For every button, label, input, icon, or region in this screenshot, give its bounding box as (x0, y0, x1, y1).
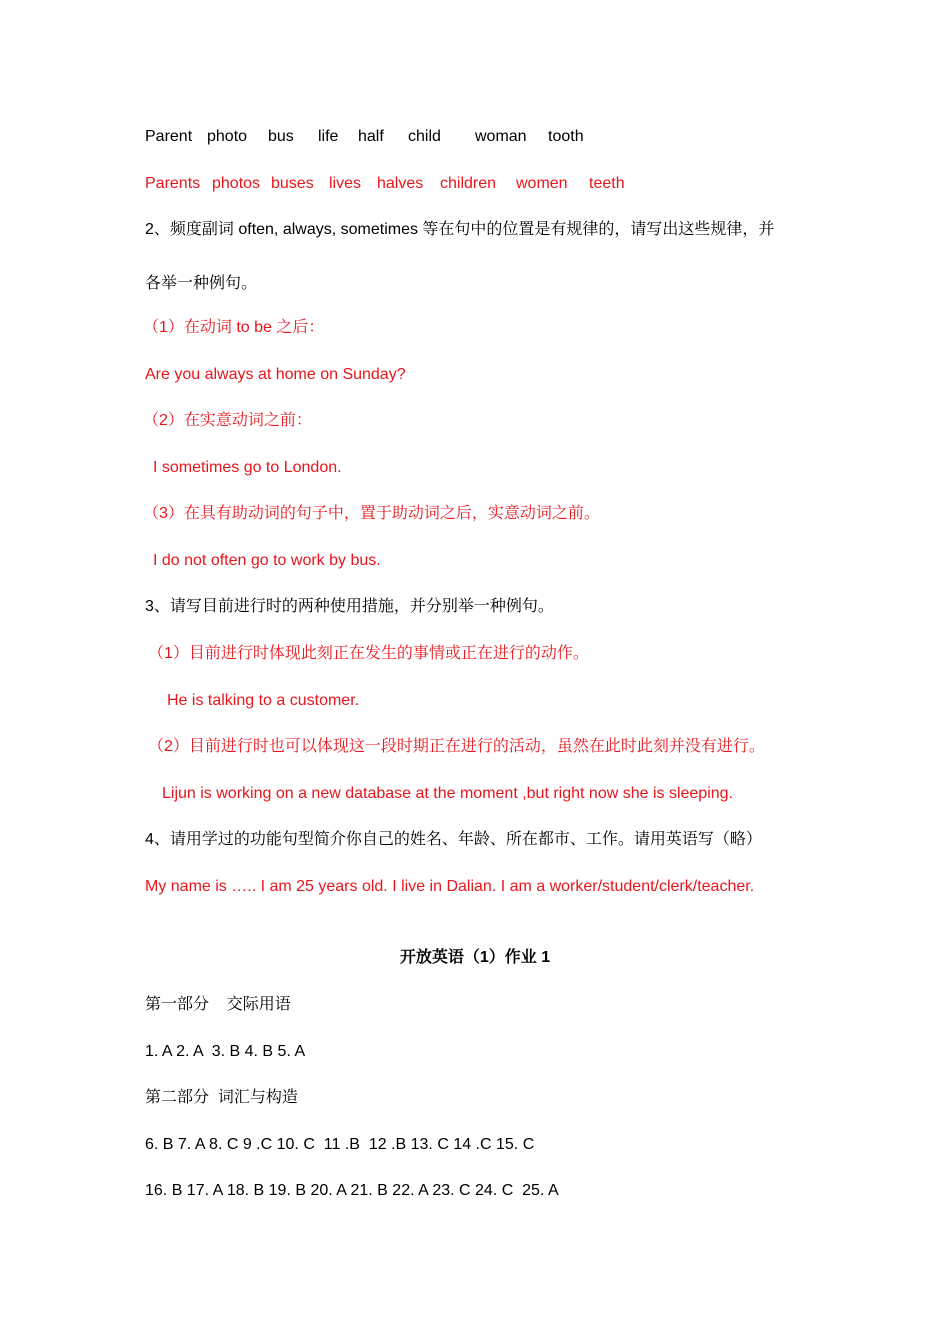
plural-word: halves (377, 175, 424, 192)
plural-word: photos (212, 175, 261, 192)
plural-word: Parents (145, 175, 201, 192)
singular-word: bus (268, 128, 294, 145)
plural-word: buses (271, 175, 314, 192)
singular-word: tooth (548, 128, 584, 145)
plural-word: lives (329, 175, 362, 192)
question-2-line-1: 2、频度副词 often, always, sometimes 等在句中的位置是有规律的，请写出这些规律，并 (145, 221, 775, 238)
q2-example-2: I sometimes go to London. (153, 459, 342, 476)
singular-word: half (358, 128, 384, 145)
part-2-answers-line-2: 16. B 17. A 18. B 19. B 20. A 21. B 22. A 23. C 24. C 25. A (145, 1182, 559, 1199)
q2-example-1: Are you always at home on Sunday? (145, 366, 406, 383)
singular-word: photo (207, 128, 248, 145)
question-4: 4、请用学过的功能句型简介你自己的姓名、年龄、所在都市、工作。请用英语写（略） (145, 831, 762, 848)
q2-rule-1: （1）在动词 to be 之后： (143, 319, 325, 336)
homework-title: 开放英语（1）作业 1 (399, 949, 551, 966)
part-2-answers-line-1: 6. B 7. A 8. C 9 .C 10. C 11 .B 12 .B 13. C 14 .C 15. C (145, 1136, 535, 1153)
q3-example-1: He is talking to a customer. (167, 692, 360, 709)
plural-word: women (516, 175, 568, 192)
singular-word: Parent (145, 128, 193, 145)
q3-use-2: （2）目前进行时也可以体现这一段时期正在进行的活动，虽然在此时此刻并没有进行。 (148, 738, 765, 755)
question-3: 3、请写目前进行时的两种使用措施，并分别举一种例句。 (145, 598, 554, 615)
part-1-title: 第一部分 交际用语 (145, 996, 291, 1013)
q3-use-1: （1）目前进行时体现此刻正在发生的事情或正在进行的动作。 (148, 645, 589, 662)
plural-words-row (145, 174, 845, 194)
part-2-title: 第二部分 词汇与构造 (145, 1089, 298, 1106)
singular-word: child (408, 128, 441, 145)
question-2-line-2: 各举一种例句。 (145, 275, 258, 292)
q2-example-3: I do not often go to work by bus. (153, 552, 381, 569)
singular-words-row (145, 127, 845, 147)
singular-word: woman (475, 128, 527, 145)
plural-word: teeth (589, 175, 625, 192)
part-1-answers: 1. A 2. A 3. B 4. B 5. A (145, 1043, 306, 1060)
q2-rule-2: （2）在实意动词之前： (143, 412, 312, 429)
q2-rule-3: （3）在具有助动词的句子中，置于助动词之后，实意动词之前。 (143, 505, 600, 522)
q4-answer: My name is ….. I am 25 years old. I live in Dalian. I am a worker/student/clerk/teacher. (145, 878, 755, 895)
singular-word: life (318, 128, 339, 145)
plural-word: children (440, 175, 497, 192)
q3-example-2: Lijun is working on a new database at the moment ,but right now she is sleeping. (162, 785, 733, 802)
